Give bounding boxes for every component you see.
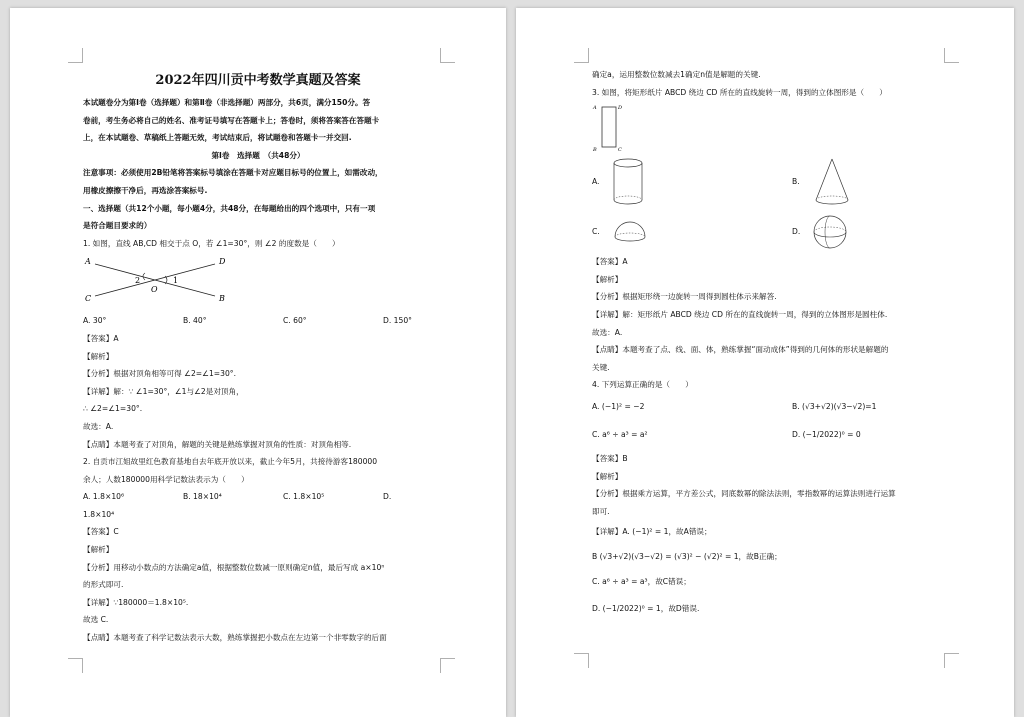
q2-option-a: A. 1.8×10⁶ [83,492,125,502]
sphere-icon [812,214,848,250]
label-b: B [593,147,597,154]
cylinder-icon [611,156,645,208]
q4-options-row-1 [592,394,942,420]
rectangle-abcd [602,107,616,147]
q2-detail: 【详解】∵180000＝1.8×10⁵. [83,597,189,607]
q4-options-row-2 [592,420,942,450]
q2-answer: 【答案】C [83,527,119,537]
q3-rectangle-figure [592,101,632,153]
q2-analysis-title: 【解析】 [83,545,114,555]
q3-comment: 关键. [592,362,610,372]
crop-mark [440,48,455,63]
q2-option-d: D. [383,492,392,502]
document-title: 2022年四川贡中考数学真题及答案 [155,73,361,88]
crop-mark [944,48,959,63]
q1-option-a: A. 30° [83,316,107,326]
intro-line: 本试题卷分为第Ⅰ卷（选择题）和第Ⅱ卷（非选择题）两部分，共6页，满分150分。答 [83,98,371,107]
q1-analysis-title: 【解析】 [83,351,114,361]
label-angle-1: 1 [173,276,179,286]
q2-comment: 【点睛】本题考查了科学记数法表示大数，熟练掌握把小数点在左边第一个非零数字的后面 [83,633,387,643]
label-a: A [593,105,597,112]
part-title: 第Ⅰ卷 选择题 （共48分） [211,150,305,160]
intro-line: 卷前，考生务必将自己的姓名、准考证号填写在答题卡上；答卷时，须将答案答在答题卡 [83,115,380,125]
q2-stem: 2. 自贡市江姐故里红色教育基地自去年底开放以来，截止今年5月，共接待游客180000 [83,457,378,467]
q4-option-a: A. (−1)² = −2 [592,402,645,412]
q3-stem: 3. 如图，将矩形纸片 ABCD 绕边 CD 所在的直线旋转一周，得到的立体图形是（ ） [592,87,887,97]
q3-option-c: C. [592,227,600,237]
notice-line: 用橡皮擦擦干净后，再选涂答案标号. [83,185,208,195]
q1-analysis: 【分析】根据对顶角相等可得 ∠2=∠1=30°. [83,369,237,379]
q4-answer: 【答案】B [592,453,628,463]
q2-analysis: 的形式即可. [83,580,124,590]
label-c: C [85,294,92,304]
q4-analysis: 【分析】根据乘方运算，平方差公式，同底数幂的除法法则，零指数幂的运算法则进行运算 [592,489,896,499]
document-page-1 [10,8,506,717]
q3-options-row-2 [592,211,942,253]
q4-detail-b: B (√3+√2)(√3−√2) = (√3)² − (√2)² = 1，故B正确； [592,552,782,562]
q2-option-c: C. 1.8×10⁵ [283,492,325,502]
q1-option-d: D. 150° [383,316,412,326]
q3-option-a: A. [592,177,600,187]
section-heading: 一、选择题（共12个小题，每小题4分，共48分，在每题给出的四个选项中，只有一项 [83,203,376,213]
document-page-2 [516,8,1014,717]
intro-line: 上，在本试题卷、草稿纸上答题无效，考试结束后，将试题卷和答题卡一并交回. [83,133,352,143]
q4-analysis-title: 【解析】 [592,471,623,481]
q4-detail-c: C. a⁶ ÷ a³ = a³，故C错误； [592,577,691,587]
q2-analysis: 【分析】用移动小数点的方法确定a值，根据整数位数减一原则确定n值，最后写成 a×10ⁿ [83,562,385,572]
q4-analysis: 即可. [592,506,610,516]
q3-analysis: 【分析】根据矩形绕一边旋转一周得到圆柱体示来解答. [592,292,777,302]
q2-stem: 余人；人数180000用科学记数法表示为（ ） [83,474,249,484]
page-1-content [83,70,433,647]
crop-mark [944,653,959,668]
section-heading: 是符合题目要求的） [83,221,152,231]
q3-options-row-1 [592,153,942,211]
crop-mark [574,48,589,63]
hemisphere-icon [612,219,648,245]
q1-option-b: B. 40° [183,316,207,326]
label-d: D [219,257,226,267]
label-o: O [151,285,158,295]
q1-detail: ∴ ∠2=∠1=30°. [83,404,143,414]
q4-option-c: C. a⁶ ÷ a³ = a² [592,430,648,440]
q1-stem: 1. 如图，直线 AB,CD 相交于点 O，若 ∠1=30°，则 ∠2 的度数是（ ） [83,238,340,248]
label-b: B [219,294,225,304]
crop-mark [68,658,83,673]
q1-answer: 【答案】A [83,333,119,343]
notice-line: 注意事项：必须使用2B铅笔将答案标号填涂在答题卡对应题目标号的位置上，如需改动， [83,168,383,178]
q3-answer: 【答案】A [592,257,628,267]
q3-detail: 【详解】解：矩形纸片 ABCD 绕边 CD 所在的直线旋转一周，得到的立体图形是圆柱体. [592,309,888,319]
q4-detail-a: 【详解】A. (−1)² = 1，故A错误； [592,527,712,537]
q2-options [83,488,433,506]
q1-comment: 【点睛】本题考查了对顶角，解题的关键是熟练掌握对顶角的性质：对顶角相等. [83,439,352,449]
cone-icon [812,156,852,208]
q3-option-b: B. [792,177,800,187]
q3-choose: 故选：A. [592,327,623,337]
q3-comment: 【点睛】本题考查了点、线、面、体，熟练掌握“面动成体”得到的几何体的形状是解题的 [592,345,889,355]
label-c: C [618,147,622,154]
q2-option-d-value: 1.8×10⁴ [83,509,115,519]
q1-choose: 故选：A. [83,421,114,431]
q3-analysis-title: 【解析】 [592,274,623,284]
q1-detail: 【详解】解：∵ ∠1=30°，∠1与∠2是对顶角， [83,386,244,396]
crop-mark [440,658,455,673]
crop-mark [68,48,83,63]
continued-line: 确定a，运用整数位数减去1确定n值是解题的关键. [592,70,761,79]
q1-options [83,312,433,330]
q1-option-c: C. 60° [283,316,307,326]
angle-2-arc [143,273,145,280]
label-a: A [85,257,91,267]
q3-option-d: D. [792,227,801,237]
q4-option-d: D. (−1/2022)⁰ = 0 [792,430,861,440]
q4-stem: 4. 下列运算正确的是（ ） [592,380,693,390]
label-d: D [618,105,623,112]
page-2-content [592,66,942,624]
q4-option-b: B. (√3+√2)(√3−√2)=1 [792,402,877,412]
label-angle-2: 2 [135,276,141,286]
q2-choose: 故选 C. [83,615,109,625]
q2-option-b: B. 18×10⁴ [183,492,222,502]
crop-mark [574,653,589,668]
q1-intersecting-lines-figure [83,252,233,304]
q4-detail-d: D. (−1/2022)⁰ = 1，故D错误. [592,604,700,614]
